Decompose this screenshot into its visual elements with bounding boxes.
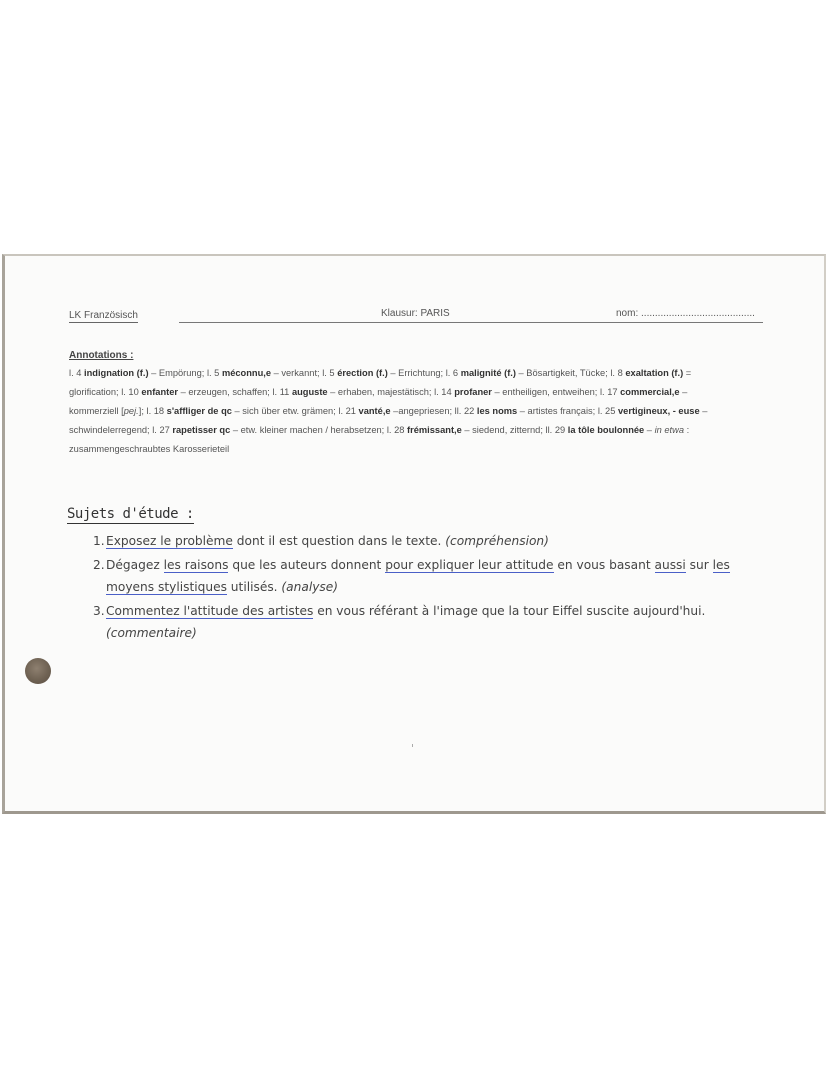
annotation-entry: [446, 368, 611, 378]
annotation-term: méconnu,e: [221, 368, 272, 378]
annotation-term: enfanter: [141, 387, 179, 397]
punch-hole: [25, 658, 51, 684]
annotation-entry: [152, 425, 387, 435]
annotation-term: profaner: [454, 387, 492, 397]
annotation-gloss: – erzeugen, schaffen;: [178, 387, 273, 397]
line-ref: l. 18: [146, 406, 167, 416]
line-ref: l. 27: [152, 425, 173, 435]
task-text: [106, 554, 753, 598]
line-ref: l. 14: [434, 387, 455, 397]
task-segment: dont il est question dans le texte.: [232, 534, 446, 548]
annotation-gloss: – etw. kleiner machen / herabsetzen;: [230, 425, 387, 435]
exam-title: Klausur: PARIS: [381, 308, 450, 319]
annotation-entry: [147, 406, 339, 416]
annotation-gloss: : zusammengeschraubtes Karosserieteil: [69, 425, 690, 454]
underlined-phrase: les moyens stylistiques: [106, 558, 730, 594]
annotations-title: Annotations :: [69, 350, 134, 361]
task-segment: Dégagez: [106, 558, 164, 572]
exam-header: [69, 308, 763, 328]
task-segment: sur: [685, 558, 713, 572]
task-number: 1.: [93, 534, 105, 548]
task-segment: que les auteurs donnent: [228, 558, 386, 572]
line-ref: l. 11: [272, 387, 292, 397]
task-segment: en vous basant: [553, 558, 655, 572]
task-segment: (commentaire): [106, 626, 197, 640]
line-ref: l. 6: [445, 368, 461, 378]
line-ref: l. 4: [69, 368, 84, 378]
annotation-gloss: –angepriesen;: [390, 406, 455, 416]
line-ref: l. 10: [121, 387, 142, 397]
task-number: 2.: [93, 558, 105, 572]
task-segment: utilisés.: [226, 580, 282, 594]
underlined-phrase: pour expliquer leur attitude: [385, 558, 554, 572]
task-text: [106, 600, 753, 644]
annotation-entry: [387, 425, 546, 435]
line-ref: l. 25: [597, 406, 618, 416]
annotation-term: commercial,e: [620, 387, 680, 397]
annotation-gloss: – Empörung;: [148, 368, 207, 378]
annotation-gloss: – schwindelerregend;: [69, 406, 708, 435]
task-item: [93, 600, 753, 644]
course-label: LK Französisch: [69, 310, 138, 321]
annotation-gloss: – verkannt;: [271, 368, 323, 378]
annotation-entry: [322, 368, 446, 378]
annotation-term: les noms: [476, 406, 518, 416]
line-ref: ll. 22: [454, 406, 477, 416]
annotation-term: frémissant,e: [407, 425, 462, 435]
annotation-entry: [272, 387, 434, 397]
underlined-phrase: Commentez l'attitude des artistes: [106, 604, 314, 618]
line-ref: ll. 29: [545, 425, 568, 435]
annotation-gloss: – sich über etw. grämen;: [231, 406, 339, 416]
annotation-gloss: – siedend, zitternd;: [461, 425, 546, 435]
annotation-entry: [455, 406, 598, 416]
task-list: [93, 530, 753, 646]
annotation-term: exaltation (f.): [625, 368, 684, 378]
annotation-gloss: – artistes français;: [517, 406, 598, 416]
annotation-term: vanté,e: [358, 406, 391, 416]
annotation-entry: [338, 406, 454, 416]
annotation-gloss: – entheiligen, entweihen;: [491, 387, 600, 397]
task-item: [93, 530, 753, 552]
line-ref: l. 5: [206, 368, 222, 378]
name-field: nom: .........................................: [616, 308, 755, 319]
line-ref: l. 21: [338, 406, 359, 416]
task-segment: (compréhension): [445, 534, 549, 548]
annotation-note: in etwa: [654, 425, 685, 435]
annotation-term: auguste: [291, 387, 328, 397]
sujets-title: Sujets d'étude :: [67, 506, 194, 522]
line-ref: l. 8: [610, 368, 626, 378]
annotations-body: [69, 364, 737, 459]
annotation-entry: [434, 387, 600, 397]
header-rule: [179, 322, 763, 323]
exam-sheet: [2, 254, 826, 814]
annotation-term: érection (f.): [337, 368, 388, 378]
task-segment: en vous référant à l'image que la tour Eiffel suscite aujourd'hui.: [313, 604, 706, 618]
annotation-term: rapetisser qc: [172, 425, 231, 435]
paper-speck: [412, 744, 413, 747]
annotation-entry: [121, 387, 272, 397]
underlined-phrase: aussi: [654, 558, 686, 572]
annotation-entry: [69, 368, 207, 378]
annotation-note: pej.: [123, 406, 139, 416]
annotation-term: malignité (f.): [460, 368, 516, 378]
annotation-term: la tôle boulonnée: [567, 425, 645, 435]
annotation-gloss: = glorification;: [69, 368, 692, 397]
task-item: [93, 554, 753, 598]
annotation-entry: [207, 368, 322, 378]
annotation-term: vertigineux, - euse: [617, 406, 700, 416]
task-number: 3.: [93, 604, 105, 618]
annotation-term: indignation (f.): [84, 368, 149, 378]
annotation-gloss: – erhaben, majestätisch;: [327, 387, 435, 397]
task-text: [106, 530, 753, 552]
line-ref: l. 5: [322, 368, 338, 378]
line-ref: l. 17: [599, 387, 621, 397]
underlined-phrase: les raisons: [163, 558, 229, 572]
annotation-gloss: ];: [138, 406, 147, 416]
annotation-gloss: – kommerziell [: [69, 387, 688, 416]
annotation-gloss: –: [644, 425, 655, 435]
annotation-term: s'affliger de qc: [166, 406, 232, 416]
task-segment: (analyse): [281, 580, 339, 594]
line-ref: l. 28: [386, 425, 408, 435]
annotation-gloss: – Bösartigkeit, Tücke;: [515, 368, 611, 378]
underlined-phrase: Exposez le problème: [106, 534, 233, 548]
annotation-gloss: – Errichtung;: [387, 368, 446, 378]
